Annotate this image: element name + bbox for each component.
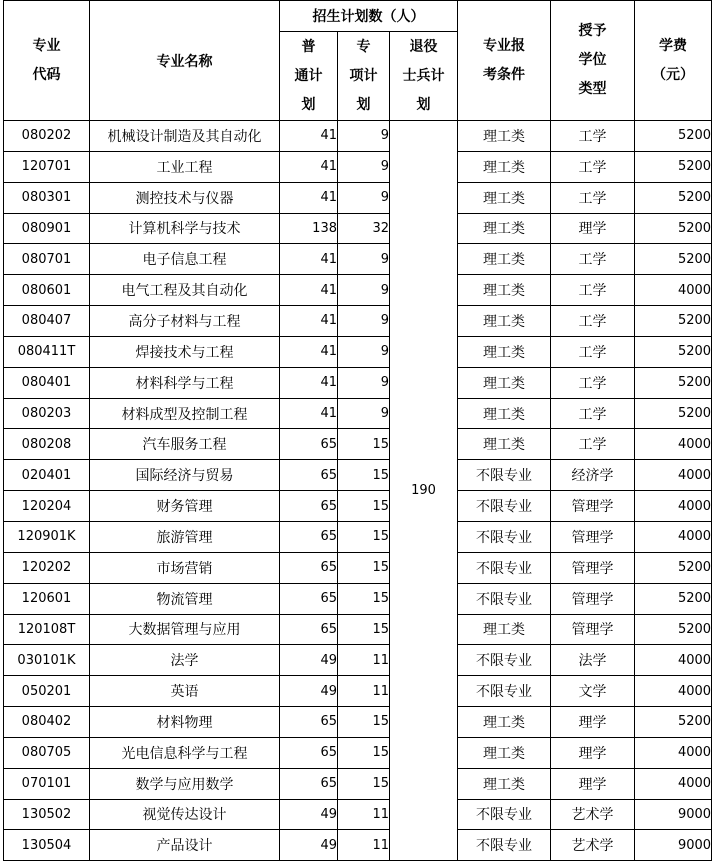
table-row: [4, 429, 712, 460]
header-special-line-1: 专: [356, 38, 371, 55]
enrollment-plan-table-wrapper: [3, 0, 712, 861]
cell-code: 080402: [4, 707, 90, 738]
cell-degree: 理学: [551, 707, 635, 738]
table-row: [4, 213, 712, 244]
cell-regular: 49: [280, 645, 338, 676]
cell-veteran-total: 190: [390, 121, 458, 861]
cell-fee: 9000: [635, 830, 712, 861]
cell-condition: 理工类: [458, 275, 551, 306]
cell-degree: 管理学: [551, 583, 635, 614]
cell-degree: 工学: [551, 121, 635, 152]
cell-fee: 5200: [635, 707, 712, 738]
cell-fee: 4000: [635, 645, 712, 676]
cell-degree: 工学: [551, 182, 635, 213]
cell-condition: 不限专业: [458, 552, 551, 583]
cell-condition: 理工类: [458, 768, 551, 799]
header-veteran-line-1: 退役: [409, 38, 438, 55]
cell-special: 11: [338, 799, 390, 830]
cell-special: 9: [338, 367, 390, 398]
table-row: [4, 707, 712, 738]
table-row: [4, 830, 712, 861]
cell-special: 15: [338, 737, 390, 768]
cell-fee: 5200: [635, 367, 712, 398]
cell-regular: 49: [280, 676, 338, 707]
cell-degree: 管理学: [551, 552, 635, 583]
header-code-line-2: 代码: [32, 66, 61, 83]
table-row: [4, 182, 712, 213]
cell-code: 080301: [4, 182, 90, 213]
table-row: [4, 491, 712, 522]
cell-special: 9: [338, 121, 390, 152]
cell-regular: 41: [280, 182, 338, 213]
cell-name: 光电信息科学与工程: [90, 737, 280, 768]
cell-condition: 理工类: [458, 182, 551, 213]
cell-code: 080203: [4, 398, 90, 429]
cell-code: 080208: [4, 429, 90, 460]
cell-code: 120601: [4, 583, 90, 614]
cell-condition: 理工类: [458, 213, 551, 244]
cell-condition: 不限专业: [458, 521, 551, 552]
cell-regular: 65: [280, 583, 338, 614]
cell-condition: 不限专业: [458, 491, 551, 522]
cell-special: 9: [338, 182, 390, 213]
cell-degree: 文学: [551, 676, 635, 707]
cell-special: 15: [338, 552, 390, 583]
cell-special: 15: [338, 521, 390, 552]
table-row: [4, 737, 712, 768]
header-special-line-3: 划: [356, 96, 371, 113]
cell-special: 15: [338, 491, 390, 522]
cell-degree: 工学: [551, 306, 635, 337]
cell-fee: 4000: [635, 737, 712, 768]
cell-name: 材料成型及控制工程: [90, 398, 280, 429]
cell-degree: 理学: [551, 737, 635, 768]
cell-special: 15: [338, 707, 390, 738]
cell-fee: 4000: [635, 676, 712, 707]
header-regular-line-2: 通计: [294, 67, 323, 84]
header-fee-line-1: 学费: [659, 37, 688, 54]
cell-name: 焊接技术与工程: [90, 336, 280, 367]
header-code: [4, 1, 90, 121]
cell-degree: 经济学: [551, 460, 635, 491]
cell-special: 9: [338, 244, 390, 275]
table-row: [4, 645, 712, 676]
cell-name: 英语: [90, 676, 280, 707]
cell-regular: 49: [280, 830, 338, 861]
cell-condition: 理工类: [458, 707, 551, 738]
cell-regular: 65: [280, 521, 338, 552]
header-special: [338, 32, 390, 121]
cell-special: 15: [338, 768, 390, 799]
cell-special: 15: [338, 460, 390, 491]
cell-regular: 41: [280, 367, 338, 398]
cell-degree: 工学: [551, 275, 635, 306]
header-regular-line-1: 普: [301, 38, 316, 55]
cell-special: 15: [338, 614, 390, 645]
cell-condition: 不限专业: [458, 676, 551, 707]
cell-fee: 4000: [635, 521, 712, 552]
header-degree-line-3: 类型: [578, 81, 607, 97]
cell-code: 120204: [4, 491, 90, 522]
cell-condition: 不限专业: [458, 460, 551, 491]
cell-name: 数学与应用数学: [90, 768, 280, 799]
cell-condition: 不限专业: [458, 645, 551, 676]
header-degree-line-2: 学位: [578, 52, 607, 68]
cell-regular: 65: [280, 460, 338, 491]
cell-fee: 5200: [635, 244, 712, 275]
cell-degree: 艺术学: [551, 830, 635, 861]
cell-fee: 5200: [635, 182, 712, 213]
cell-code: 120701: [4, 151, 90, 182]
cell-fee: 5200: [635, 398, 712, 429]
cell-degree: 工学: [551, 367, 635, 398]
cell-regular: 65: [280, 552, 338, 583]
cell-fee: 4000: [635, 768, 712, 799]
cell-degree: 管理学: [551, 614, 635, 645]
table-body: [4, 121, 712, 861]
cell-condition: 理工类: [458, 244, 551, 275]
cell-regular: 41: [280, 398, 338, 429]
header-veteran-line-2: 士兵计: [402, 67, 445, 84]
cell-name: 市场营销: [90, 552, 280, 583]
cell-fee: 5200: [635, 583, 712, 614]
cell-degree: 艺术学: [551, 799, 635, 830]
table-row: [4, 244, 712, 275]
cell-code: 080901: [4, 213, 90, 244]
cell-name: 计算机科学与技术: [90, 213, 280, 244]
cell-condition: 理工类: [458, 336, 551, 367]
cell-name: 材料物理: [90, 707, 280, 738]
header-veteran: [390, 32, 458, 121]
cell-regular: 41: [280, 306, 338, 337]
table-row: [4, 306, 712, 337]
header-fee: [635, 1, 712, 121]
cell-fee: 5200: [635, 213, 712, 244]
cell-special: 15: [338, 429, 390, 460]
cell-condition: 理工类: [458, 151, 551, 182]
cell-fee: 4000: [635, 275, 712, 306]
table-row: [4, 151, 712, 182]
cell-regular: 65: [280, 614, 338, 645]
cell-code: 130502: [4, 799, 90, 830]
cell-code: 120901K: [4, 521, 90, 552]
enrollment-plan-table: [3, 0, 712, 861]
cell-code: 080411T: [4, 336, 90, 367]
cell-name: 高分子材料与工程: [90, 306, 280, 337]
cell-degree: 工学: [551, 336, 635, 367]
cell-fee: 5200: [635, 151, 712, 182]
cell-degree: 工学: [551, 244, 635, 275]
cell-special: 11: [338, 830, 390, 861]
cell-code: 120108T: [4, 614, 90, 645]
cell-condition: 不限专业: [458, 799, 551, 830]
table-row: [4, 275, 712, 306]
cell-condition: 理工类: [458, 306, 551, 337]
cell-regular: 41: [280, 275, 338, 306]
header-veteran-line-3: 划: [416, 96, 431, 113]
cell-regular: 65: [280, 491, 338, 522]
cell-regular: 65: [280, 768, 338, 799]
cell-condition: 理工类: [458, 429, 551, 460]
table-row: [4, 552, 712, 583]
cell-regular: 65: [280, 429, 338, 460]
cell-condition: 不限专业: [458, 830, 551, 861]
table-row: [4, 121, 712, 152]
header-condition-line-2: 考条件: [483, 66, 526, 83]
cell-name: 财务管理: [90, 491, 280, 522]
header-degree-line-1: 授予: [578, 23, 607, 39]
table-row: [4, 398, 712, 429]
cell-degree: 工学: [551, 429, 635, 460]
cell-name: 测控技术与仪器: [90, 182, 280, 213]
cell-name: 国际经济与贸易: [90, 460, 280, 491]
cell-name: 汽车服务工程: [90, 429, 280, 460]
cell-special: 9: [338, 398, 390, 429]
cell-name: 视觉传达设计: [90, 799, 280, 830]
cell-condition: 理工类: [458, 121, 551, 152]
table-row: [4, 367, 712, 398]
cell-code: 070101: [4, 768, 90, 799]
cell-special: 9: [338, 336, 390, 367]
cell-regular: 65: [280, 737, 338, 768]
cell-condition: 理工类: [458, 614, 551, 645]
header-condition: [458, 1, 551, 121]
cell-condition: 理工类: [458, 367, 551, 398]
cell-degree: 法学: [551, 645, 635, 676]
header-name: 专业名称: [90, 1, 280, 121]
header-code-line-1: 专业: [32, 37, 61, 54]
cell-condition: 理工类: [458, 398, 551, 429]
cell-code: 130504: [4, 830, 90, 861]
cell-name: 大数据管理与应用: [90, 614, 280, 645]
cell-special: 15: [338, 583, 390, 614]
cell-regular: 49: [280, 799, 338, 830]
cell-degree: 管理学: [551, 521, 635, 552]
cell-code: 120202: [4, 552, 90, 583]
cell-degree: 理学: [551, 768, 635, 799]
header-special-line-2: 项计: [349, 67, 378, 84]
cell-special: 11: [338, 676, 390, 707]
cell-fee: 5200: [635, 306, 712, 337]
cell-condition: 理工类: [458, 737, 551, 768]
cell-degree: 工学: [551, 151, 635, 182]
cell-fee: 5200: [635, 614, 712, 645]
cell-degree: 理学: [551, 213, 635, 244]
cell-special: 9: [338, 275, 390, 306]
cell-name: 电子信息工程: [90, 244, 280, 275]
cell-code: 020401: [4, 460, 90, 491]
cell-fee: 4000: [635, 491, 712, 522]
cell-degree: 管理学: [551, 491, 635, 522]
header-regular: [280, 32, 338, 121]
cell-name: 机械设计制造及其自动化: [90, 121, 280, 152]
cell-condition: 不限专业: [458, 583, 551, 614]
header-condition-line-1: 专业报: [483, 37, 526, 54]
table-row: [4, 460, 712, 491]
table-row: [4, 336, 712, 367]
table-row: [4, 614, 712, 645]
cell-code: 080705: [4, 737, 90, 768]
cell-regular: 138: [280, 213, 338, 244]
cell-fee: 5200: [635, 552, 712, 583]
header-plan-group: 招生计划数（人）: [280, 1, 458, 32]
cell-fee: 4000: [635, 460, 712, 491]
cell-name: 材料科学与工程: [90, 367, 280, 398]
cell-code: 080701: [4, 244, 90, 275]
table-row: [4, 768, 712, 799]
cell-code: 050201: [4, 676, 90, 707]
cell-special: 11: [338, 645, 390, 676]
cell-name: 产品设计: [90, 830, 280, 861]
cell-special: 9: [338, 306, 390, 337]
cell-fee: 5200: [635, 121, 712, 152]
cell-name: 法学: [90, 645, 280, 676]
cell-fee: 5200: [635, 336, 712, 367]
table-row: [4, 521, 712, 552]
header-fee-line-2: （元）: [652, 66, 695, 83]
cell-special: 32: [338, 213, 390, 244]
table-row: [4, 583, 712, 614]
cell-regular: 41: [280, 151, 338, 182]
cell-degree: 工学: [551, 398, 635, 429]
cell-code: 080407: [4, 306, 90, 337]
cell-code: 030101K: [4, 645, 90, 676]
cell-name: 旅游管理: [90, 521, 280, 552]
cell-name: 物流管理: [90, 583, 280, 614]
cell-special: 9: [338, 151, 390, 182]
cell-code: 080202: [4, 121, 90, 152]
cell-regular: 41: [280, 336, 338, 367]
cell-name: 工业工程: [90, 151, 280, 182]
cell-code: 080601: [4, 275, 90, 306]
table-row: [4, 676, 712, 707]
cell-regular: 41: [280, 244, 338, 275]
header-degree: [551, 1, 635, 121]
table-row: [4, 799, 712, 830]
cell-fee: 9000: [635, 799, 712, 830]
header-regular-line-3: 划: [301, 96, 316, 113]
table-header: [4, 1, 712, 121]
cell-regular: 41: [280, 121, 338, 152]
cell-name: 电气工程及其自动化: [90, 275, 280, 306]
cell-code: 080401: [4, 367, 90, 398]
cell-regular: 65: [280, 707, 338, 738]
cell-fee: 4000: [635, 429, 712, 460]
